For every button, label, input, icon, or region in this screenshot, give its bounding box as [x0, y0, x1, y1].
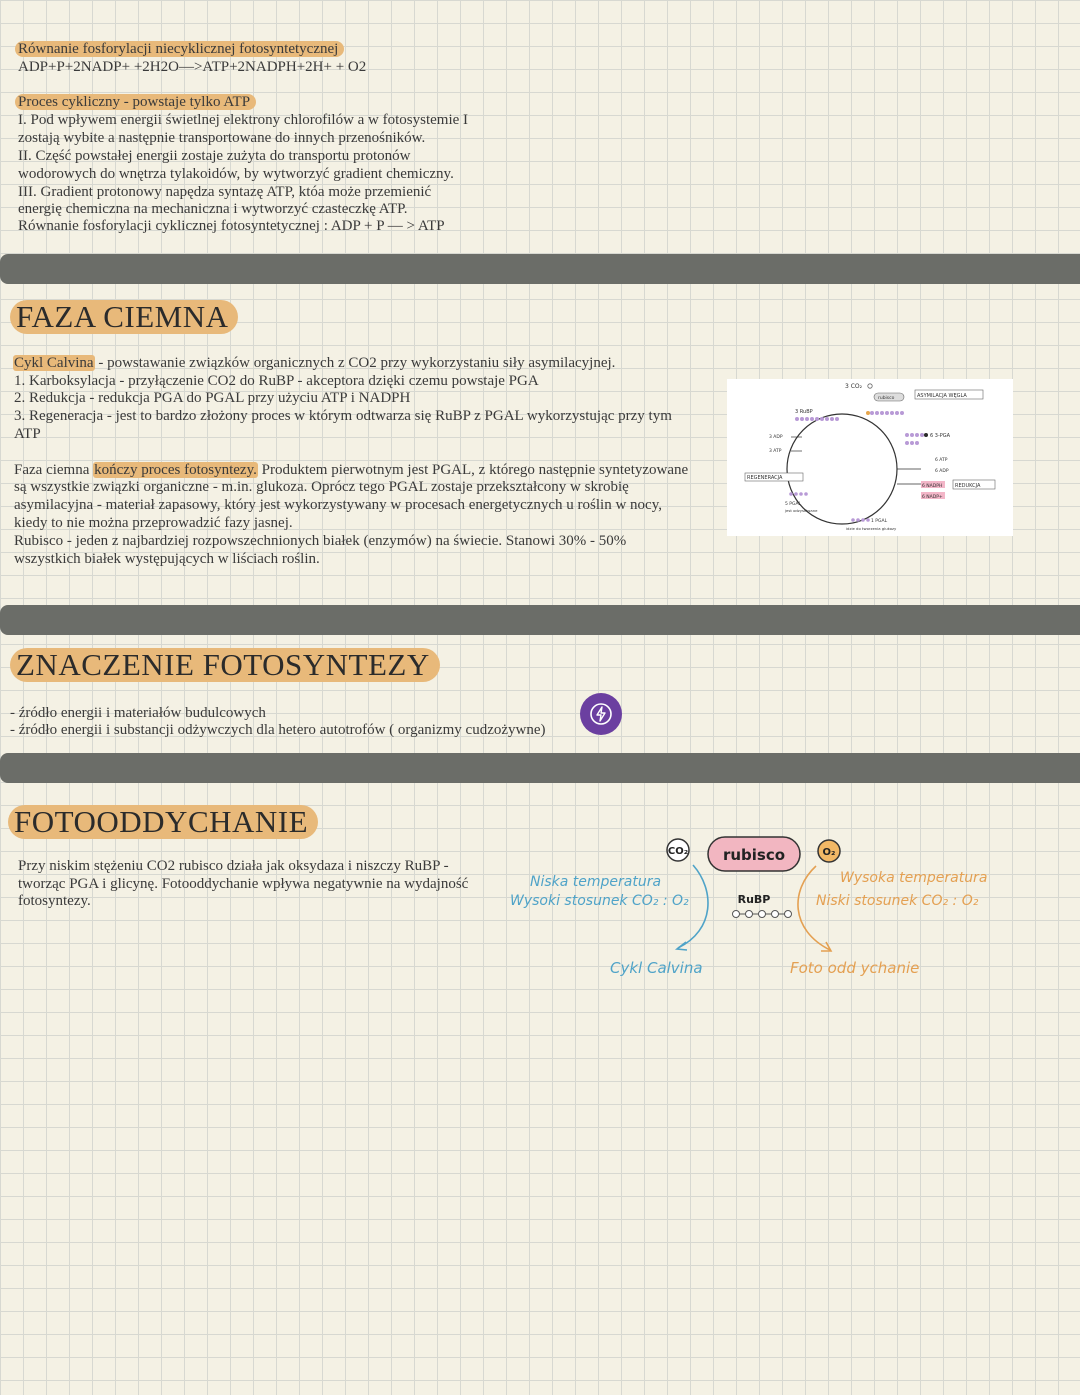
diagram-nadph: 6 NADPH [922, 484, 943, 489]
diagram-regen: REGENERACJA [747, 475, 783, 481]
diagram-nadp: 6 NADP+ [922, 495, 943, 500]
diagram-pgal5: 5 PGAL [785, 502, 802, 507]
rubisco-label: rubisco [722, 846, 786, 864]
o2-label: O₂ [822, 847, 836, 858]
diagram-rubp-dots [795, 417, 839, 421]
faza-paragraph-4: kiedy to nie można przeprowadzić fazy jasnej. [14, 515, 293, 531]
cyclic-line-4: wodorowych do wnętrza tylakoidów, by wytworzyć gradient chemiczny. [18, 166, 454, 182]
calvin-step-3: 3. Regeneracja - jest to bardzo złożony proces w którym odtwarza się RuBP z PGAL wykorzystując przy tym [14, 408, 672, 424]
rubisco-line-2: wszystkich białek występujących w liściach roślin. [14, 551, 320, 567]
diagram-pgal1b: idzie do tworzenia glukozy [846, 526, 897, 531]
diagram-reduk: REDUKCJA [955, 483, 981, 489]
znaczenie-item-1: - źródło energii i materiałów budulcowych [10, 705, 266, 721]
faza-paragraph-3: asymilacyjna - materiał zapasowy, który jest wykorzystywany w procesach energetycznych u roślin w nocy, [14, 497, 662, 513]
diagram-pga: 6 3-PGA [930, 433, 951, 439]
diagram-pgal1: 1 PGAL [871, 519, 888, 524]
heading-faza-ciemna: FAZA CIEMNA [10, 300, 238, 334]
faza-paragraph-2: są wszystkie związki organiczne - m.in. glukoza. Oprócz tego PGAL zostaje przekształcony w skrobię [14, 479, 629, 495]
cyclic-title: Proces cykliczny - powstaje tylko ATP [15, 93, 256, 111]
fotooddychanie-label: Foto odd ychanie [790, 959, 920, 977]
cyclic-line-1: I. Pod wpływem energii świetlnej elektrony chlorofilów a w fotosystemie I [18, 112, 469, 128]
calvin-step-3-cont: ATP [14, 426, 41, 442]
cyclic-line-3: II. Część powstałej energii zostaje zużyta do transportu protonów [18, 148, 411, 164]
foto-line-3: fotosyntezy. [18, 893, 91, 909]
diagram-asym: ASYMILACJA WĘGLA [917, 393, 967, 399]
right-label-2: Niski stosunek CO₂ : O₂ [816, 893, 979, 909]
rubisco-line-1: Rubisco - jeden z najbardziej rozpowszechnionych białek (enzymów) na świecie. Stanowi 30% - 50% [14, 533, 627, 549]
left-label-2: Wysoki stosunek CO₂ : O₂ [510, 893, 689, 909]
rubp-label: RuBP [737, 893, 771, 906]
diagram-pgal5b: jest odzyskiwane [785, 508, 818, 513]
cyclic-line-2: zostają wybite a następnie transportowane do innych przenośników. [18, 130, 426, 146]
calvin-cycle-diagram [727, 379, 1013, 536]
znaczenie-item-2: - źródło energii i substancji odżywczych dla hetero autotrofów ( organizmy cudzożywne) [10, 722, 546, 738]
faza-paragraph-1: Faza ciemna kończy proces fotosyntezy. Produktem pierwotnym jest PGAL, z którego następnie syntetyzowane [14, 462, 689, 478]
diagram-adp6: 6 ADP [935, 469, 949, 474]
section-divider [0, 605, 1080, 635]
diagram-rubisco: rubisco [878, 396, 895, 401]
noncyclic-equation: ADP+P+2NADP+ +2H2O—>ATP+2NADPH+2H+ + O2 [18, 59, 367, 75]
foto-line-2: tworząc PGA i glicynę. Fotooddychanie wpływa negatywnie na wydajność [18, 876, 469, 892]
heading-fotooddychanie: FOTOODDYCHANIE [8, 805, 318, 839]
lightning-icon[interactable] [580, 693, 622, 735]
calvin-step-1: 1. Karboksylacja - przyłączenie CO2 do RuBP - akceptora dzięki czemu powstaje PGA [14, 373, 539, 389]
co2-label: CO₂ [667, 846, 689, 857]
calvin-label: Cykl Calvina [610, 959, 703, 977]
calvin-step-2: 2. Redukcja - redukcja PGA do PGAL przy użyciu ATP i NADPH [14, 390, 411, 406]
foto-line-1: Przy niskim stężeniu CO2 rubisco działa jak oksydaza i niszczy RuBP - [18, 858, 449, 874]
diagram-co2: 3 CO₂ [845, 383, 863, 390]
diagram-adp: 3 ADP [769, 435, 783, 440]
diagram-pgal5-dots [789, 492, 808, 496]
rubp-chain [733, 911, 792, 918]
noncyclic-title: Równanie fosforylacji niecyklicznej fotosyntetycznej [15, 40, 344, 58]
cyclic-line-6: energię chemiczna na mechaniczna i wytworzyć czasteczkę ATP. [18, 201, 408, 217]
left-label-1: Niska temperatura [530, 874, 662, 890]
diagram-atp: 3 ATP [769, 449, 782, 454]
right-label-1: Wysoka temperatura [840, 870, 988, 886]
section-divider [0, 254, 1080, 284]
diagram-rubp: 3 RuBP [795, 409, 813, 415]
cyclic-equation: Równanie fosforylacji cyklicznej fotosyntetycznej : ADP + P — > ATP [18, 218, 445, 234]
calvin-intro: Cykl Calvina - powstawanie związków organicznych z CO2 przy wykorzystaniu siły asymilacyjnej. [14, 355, 616, 371]
cyclic-line-5: III. Gradient protonowy napędza syntazę ATP, któa może przemienić [18, 184, 432, 200]
heading-znaczenie: ZNACZENIE FOTOSYNTEZY [10, 648, 440, 682]
section-divider [0, 753, 1080, 783]
photorespiration-diagram [500, 830, 1000, 990]
diagram-atp6: 6 ATP [935, 458, 948, 463]
